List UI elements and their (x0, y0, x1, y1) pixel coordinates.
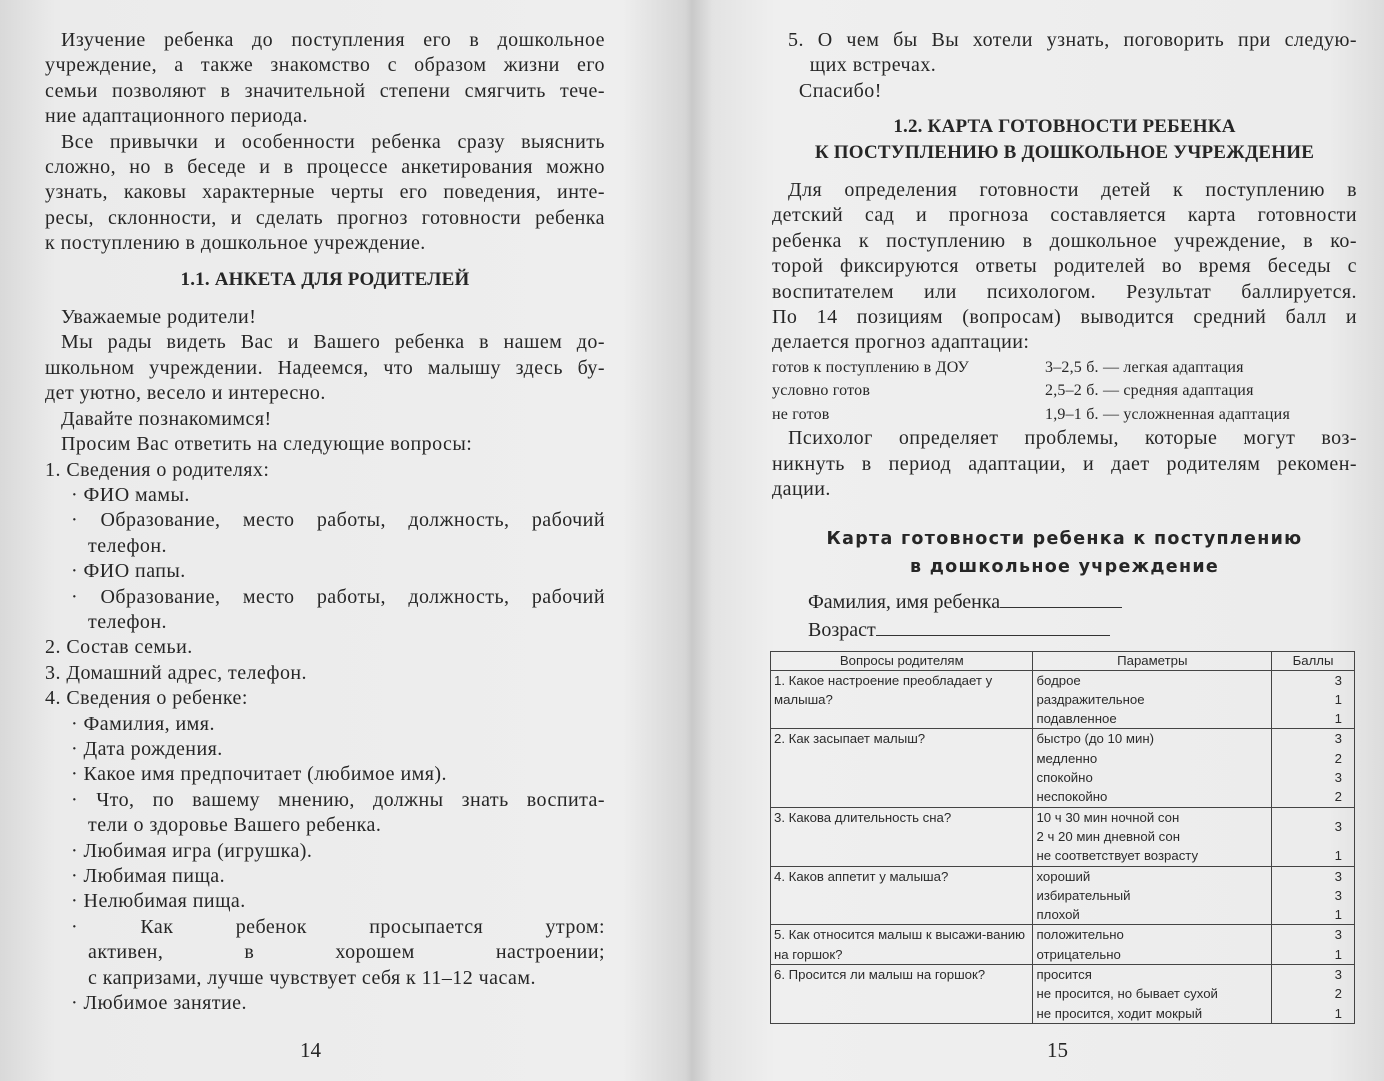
paragraph (45, 483, 605, 508)
score-cell: 1 (1272, 709, 1355, 729)
paragraph (45, 991, 605, 1016)
paragraph (45, 130, 605, 257)
paragraph (45, 712, 605, 737)
question-cell: 1. Какое настроение преобладает у малыша? (771, 670, 1033, 729)
text-line: Спасибо! (788, 79, 882, 102)
score-cell: 2 (1272, 787, 1355, 807)
text-line: · ФИО мамы. (71, 483, 190, 506)
paragraph (45, 407, 605, 432)
text-line: · Любимое занятие. (71, 992, 247, 1015)
text-line: · Какое имя предпочитает (любимое имя). (71, 763, 447, 786)
text-line: · Фамилия, имя. (71, 712, 215, 735)
text-line: 3. Домашний адрес, телефон. (45, 661, 308, 684)
text-line: школьном учреждении. Надеемся, что малышу здесь бу- (45, 356, 605, 379)
scale-label: не готов (772, 405, 830, 423)
page-number-left: 14 (300, 1038, 321, 1062)
scale-value: 1,9–1 б. — усложненная адаптация (1045, 405, 1291, 423)
scale-label: готов к поступлению в ДОУ (772, 358, 970, 376)
text-line: Давайте познакомимся! (61, 407, 272, 430)
text-line: сложно, но в беседе и в процессе анкетирования можно (45, 156, 605, 179)
text-line: 2. Состав семьи. (45, 636, 193, 659)
parameter-cell: 10 ч 30 мин ночной сон 2 ч 20 мин дневной сон (1033, 807, 1272, 846)
section-heading (45, 267, 605, 292)
paragraph (45, 661, 605, 686)
age-label: Возраст (808, 618, 876, 641)
paragraph (45, 585, 605, 636)
text-line: 1.2. КАРТА ГОТОВНОСТИ РЕБЕНКА (893, 116, 1236, 138)
age-blank (876, 615, 1110, 636)
score-cell: 3 (1272, 670, 1355, 690)
score-cell: 1 (1272, 690, 1355, 709)
paragraph (45, 559, 605, 584)
text-line: 4. Сведения о ребенке: (45, 687, 248, 710)
text-line: 1. Сведения о родителях: (45, 458, 270, 481)
text-line: к поступлению в дошкольное учреждение. (45, 232, 426, 255)
header-scores: Баллы (1272, 651, 1355, 670)
paragraph (45, 686, 605, 711)
paragraph (772, 426, 1357, 502)
paragraph (45, 432, 605, 457)
card-title (772, 525, 1357, 581)
text-line: учреждение, а также знакомство с образом жизни его (45, 54, 605, 77)
header-parameters: Параметры (1033, 651, 1272, 670)
text-line: дации. (772, 478, 831, 501)
text-line: 1.1. АНКЕТА ДЛЯ РОДИТЕЛЕЙ (180, 268, 470, 290)
parameter-cell: хороший (1033, 866, 1272, 886)
text-line: щих встречах. (788, 54, 937, 77)
paragraph (45, 864, 605, 889)
scale-value: 3–2,5 б. — легкая адаптация (1045, 358, 1244, 376)
paragraph (45, 788, 605, 839)
text-line: · Как ребенок просыпается утром: (71, 915, 605, 938)
paragraph (45, 889, 605, 914)
page-number-right: 15 (1047, 1038, 1068, 1062)
age-field (772, 615, 1357, 643)
score-cell: 3 (1272, 729, 1355, 749)
left-page (45, 28, 605, 1016)
parameter-cell: быстро (до 10 мин) (1033, 729, 1272, 749)
score-cell: 3 (1272, 886, 1355, 905)
paragraph (45, 508, 605, 559)
text-line: · Нелюбимая пища. (71, 890, 246, 913)
scale-label: условно готов (772, 382, 871, 400)
parameter-cell: подавленное (1033, 709, 1272, 729)
text-line: · Образование, место работы, должность, рабочий (71, 585, 605, 608)
parameter-cell: раздражительное (1033, 690, 1272, 709)
text-line: К ПОСТУПЛЕНИЮ В ДОШКОЛЬНОЕ УЧРЕЖДЕНИЕ (814, 141, 1315, 163)
scale-row (772, 403, 1357, 427)
question-cell: 2. Как засыпает малыш? (771, 729, 1033, 807)
text-line: · Любимая пища. (71, 865, 226, 887)
text-line: Просим Вас ответить на следующие вопросы: (61, 433, 473, 456)
table-row (771, 866, 1355, 886)
paragraph (45, 330, 605, 406)
score-cell: 3 (1272, 965, 1355, 985)
paragraph (45, 839, 605, 864)
parameter-cell: избирательный (1033, 886, 1272, 905)
paragraph (772, 79, 1357, 104)
section-heading (772, 114, 1357, 165)
score-cell: 3 (1272, 925, 1355, 945)
text-line: Все привычки и особенности ребенка сразу выяснить (61, 130, 605, 153)
readiness-table (770, 651, 1355, 1024)
child-name-blank (1000, 587, 1122, 608)
parameter-cell: просится (1033, 965, 1272, 985)
score-cell: 3 (1272, 866, 1355, 886)
text-line: Психолог определяет проблемы, которые могут воз- (788, 427, 1357, 450)
card-title-line: Карта готовности ребенка к поступлению (826, 528, 1303, 549)
parameter-cell: спокойно (1033, 768, 1272, 787)
text-line: никнуть в период адаптации, и дает родителям рекомен- (772, 452, 1357, 475)
paragraph (772, 178, 1357, 356)
score-cell: 2 (1272, 984, 1355, 1003)
parameter-cell: бодрое (1033, 670, 1272, 690)
text-line: с капризами, лучше чувствует себя к 11–12 часам. (88, 966, 536, 989)
score-cell: 2 (1272, 749, 1355, 768)
question-cell: 3. Какова длительность сна? (771, 807, 1033, 866)
text-line: торой фиксируются ответы родителей во время беседы с (772, 255, 1357, 278)
text-line: дет уютно, весело и интересно. (45, 382, 326, 405)
table-row (771, 925, 1355, 945)
parameter-cell: отрицательно (1033, 945, 1272, 965)
text-line: 5. О чем бы Вы хотели узнать, поговорить при следую- (788, 29, 1357, 51)
paragraph (772, 28, 1357, 79)
parameter-cell: положительно (1033, 925, 1272, 945)
adaptation-scale (772, 356, 1357, 427)
score-cell: 1 (1272, 905, 1355, 925)
score-cell: 1 (1272, 945, 1355, 965)
text-line: семьи позволяют в значительной степени смягчить тече- (45, 79, 605, 102)
score-cell: 1 (1272, 1004, 1355, 1024)
paragraph (45, 737, 605, 762)
text-line: ние адаптационного периода. (45, 105, 308, 128)
scale-row (772, 379, 1357, 403)
parameter-cell: не просится, ходит мокрый (1033, 1004, 1272, 1024)
parameter-cell: неспокойно (1033, 787, 1272, 807)
parameter-cell: медленно (1033, 749, 1272, 768)
scale-row (772, 356, 1357, 380)
text-line: По 14 позициям (вопросам) выводится средний балл и (772, 306, 1357, 329)
text-line: узнать, каковы характерные черты его поведения, инте- (45, 181, 605, 204)
question-cell: 4. Каков аппетит у малыша? (771, 866, 1033, 925)
child-name-label: Фамилия, имя ребенка (808, 590, 1001, 613)
card-title-line: в дошкольное учреждение (909, 556, 1220, 577)
parameter-cell: не просится, но бывает сухой (1033, 984, 1272, 1003)
text-line: Мы рады видеть Вас и Вашего ребенка в нашем до- (61, 331, 605, 354)
text-line: телефон. (88, 534, 167, 557)
parameter-cell: плохой (1033, 905, 1272, 925)
paragraph (45, 915, 605, 991)
paragraph (45, 458, 605, 483)
text-line: тели о здоровье Вашего ребенка. (88, 814, 382, 837)
question-cell: 5. Как относится малыш к высажи-ванию на горшок? (771, 925, 1033, 965)
table-row (771, 670, 1355, 690)
text-line: Изучение ребенка до поступления его в дошкольное (61, 29, 605, 51)
text-line: Уважаемые родители! (61, 306, 257, 329)
paragraph (45, 305, 605, 330)
text-line: · Что, по вашему мнению, должны знать воспита- (71, 788, 605, 811)
text-line: · ФИО папы. (71, 560, 186, 583)
parameter-cell: не соответствует возрасту (1033, 846, 1272, 866)
text-line: · Дата рождения. (71, 737, 223, 760)
text-line: ресы, склонности, и сделать прогноз готовности ребенка (45, 206, 605, 229)
text-line: · Образование, место работы, должность, рабочий (71, 509, 605, 532)
question-cell: 6. Просится ли малыш на горшок? (771, 965, 1033, 1024)
right-page (772, 28, 1357, 1024)
table-row (771, 807, 1355, 846)
score-cell: 3 (1272, 807, 1355, 846)
text-line: активен, в хорошем настроении; (88, 941, 605, 964)
text-line: Для определения готовности детей к поступлению в (788, 179, 1357, 202)
text-line: делается прогноз адаптации: (772, 331, 1030, 354)
paragraph (45, 28, 605, 130)
paragraph (45, 635, 605, 660)
text-line: воспитателем или психологом. Результат баллируется. (772, 280, 1357, 303)
child-name-field (772, 587, 1357, 615)
text-line: · Любимая игра (игрушка). (71, 839, 313, 862)
text-line: детский сад и прогноза составляется карта готовности (772, 204, 1357, 227)
table-row (771, 729, 1355, 749)
score-cell: 1 (1272, 846, 1355, 866)
paragraph (45, 762, 605, 787)
header-questions: Вопросы родителям (771, 651, 1033, 670)
table-row (771, 965, 1355, 985)
text-line: ребенка к поступлению в дошкольное учреждение, в ко- (772, 229, 1357, 252)
text-line: телефон. (88, 610, 167, 633)
score-cell: 3 (1272, 768, 1355, 787)
scale-value: 2,5–2 б. — средняя адаптация (1045, 382, 1254, 400)
